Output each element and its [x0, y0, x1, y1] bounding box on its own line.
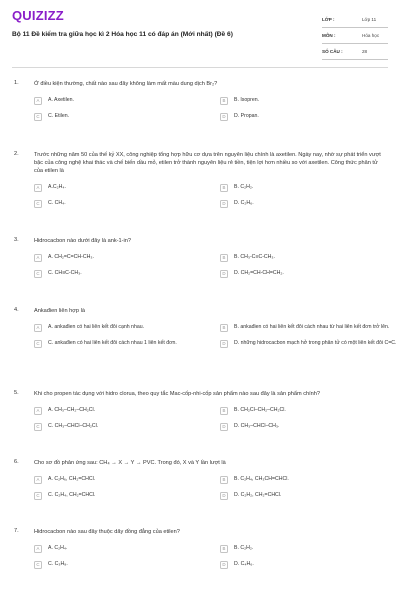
question-text: Ankađien liên hợp là — [34, 308, 85, 314]
option-a[interactable] — [34, 322, 216, 333]
option-text: B. C₂H₄, CH₃CH=CHCl. — [234, 476, 289, 482]
option-a[interactable] — [34, 95, 216, 106]
option-text: C. CH≡C-CH₃. — [48, 270, 82, 276]
option-letter-badge: B — [220, 407, 228, 415]
option-letter-badge: C — [34, 270, 42, 278]
option-letter-badge: D — [220, 200, 228, 208]
options-grid — [34, 252, 388, 279]
option-b[interactable] — [220, 405, 400, 416]
option-b[interactable] — [220, 182, 400, 193]
options-grid — [34, 322, 397, 349]
option-letter-badge: B — [220, 97, 228, 105]
option-letter-badge: B — [220, 476, 228, 484]
question-3 — [14, 237, 388, 279]
option-text: C. C₃H₈. — [48, 561, 68, 567]
meta-key: LỚP : — [322, 17, 335, 22]
option-text: A. Axetilen. — [48, 97, 74, 103]
question-6 — [14, 459, 388, 501]
option-b[interactable] — [220, 252, 400, 263]
option-text: A. CH₂=C=CH-CH₃. — [48, 254, 94, 260]
option-letter-badge: C — [34, 113, 42, 121]
option-letter-badge: C — [34, 492, 42, 500]
meta-key: MÔN : — [322, 33, 336, 38]
option-a[interactable] — [34, 182, 216, 193]
option-letter-badge: C — [34, 340, 42, 348]
meta-row-question-count — [322, 44, 388, 60]
options-grid — [34, 405, 388, 432]
question-number: 7. — [14, 528, 19, 534]
option-letter-badge: C — [34, 423, 42, 431]
option-b[interactable] — [220, 95, 400, 106]
option-b[interactable] — [220, 322, 400, 333]
option-d[interactable] — [220, 268, 400, 279]
option-b[interactable] — [220, 474, 400, 485]
option-c[interactable] — [34, 198, 216, 209]
option-letter-badge: D — [220, 113, 228, 121]
option-a[interactable] — [34, 405, 216, 416]
options-grid — [34, 543, 388, 570]
option-text: C. Etilen. — [48, 113, 70, 119]
option-letter-badge: B — [220, 324, 228, 332]
option-text: C. CH₃–CHCl–CH₂Cl. — [48, 423, 99, 429]
document-title: Bộ 11 Đề kiểm tra giữa học kì 2 Hóa học 11 có đáp án (Mới nhất) (Đề 6) — [12, 31, 233, 38]
question-text: Ở điều kiện thường, chất nào sau đây không làm mất màu dung dịch Br₂? — [34, 81, 218, 87]
option-letter-badge: A — [34, 407, 42, 415]
option-text: C. ankađien có hai liên kết đôi cách nhau 1 liên kết đơn. — [48, 340, 177, 346]
question-text: Trước những năm 50 của thế kỷ XX, công nghiệp tổng hợp hữu cơ dựa trên nguyên liệu chính là axetilen. Ngày nay, nhờ sự phát triển vượt bậc của công nghệ khai thác và chế biến dầu mỏ, etilen trở thành nguyên liệu rẻ tiền, tiện lợi hơn nhiều so với axetilen. Công thức phân tử của etilen là — [34, 152, 381, 174]
option-a[interactable] — [34, 474, 216, 485]
option-letter-badge: A — [34, 184, 42, 192]
question-2 — [14, 151, 388, 209]
options-grid — [34, 95, 388, 122]
option-text: B. Isopren. — [234, 97, 260, 103]
question-number: 2. — [14, 151, 19, 157]
option-text: B. C₂H₂. — [234, 545, 254, 551]
question-text: Hidrocacbon nào dưới đây là ank-1-in? — [34, 238, 131, 244]
option-text: D. C₂H₆. — [234, 200, 254, 206]
option-a[interactable] — [34, 543, 216, 554]
option-c[interactable] — [34, 490, 216, 501]
option-letter-badge: D — [220, 492, 228, 500]
option-letter-badge: A — [34, 476, 42, 484]
options-grid — [34, 182, 388, 209]
option-letter-badge: C — [34, 561, 42, 569]
question-number: 5. — [14, 390, 19, 396]
option-letter-badge: A — [34, 324, 42, 332]
option-d[interactable] — [220, 421, 400, 432]
option-text: B. CH₂Cl–CH₂–CH₂Cl. — [234, 407, 286, 413]
option-d[interactable] — [220, 490, 400, 501]
option-text: C. C₂H₄, CH₂=CHCl. — [48, 492, 96, 498]
question-text: Khi cho propen tác dụng với hidro clorua, theo quy tắc Mac-cốp-nhi-cốp sản phẩm nào sau đây là sản phẩm chính? — [34, 391, 321, 397]
meta-value: 28 — [362, 49, 368, 54]
question-5 — [14, 390, 388, 432]
meta-table — [322, 12, 388, 60]
option-c[interactable] — [34, 111, 216, 122]
question-1 — [14, 80, 388, 122]
option-c[interactable] — [34, 268, 216, 279]
question-text: Cho sơ đồ phản ứng sau: CH₄ → X → Y → PVC. Trong đó, X và Y lần lượt là — [34, 460, 226, 466]
question-7 — [14, 528, 388, 570]
option-d[interactable] — [220, 111, 400, 122]
option-text: A. ankađien có hai liên kết đôi cạnh nhau. — [48, 324, 145, 330]
meta-row-subject — [322, 28, 388, 44]
meta-key: SỐ CÂU : — [322, 49, 343, 54]
option-letter-badge: D — [220, 423, 228, 431]
option-letter-badge: C — [34, 200, 42, 208]
option-d[interactable] — [220, 338, 400, 349]
option-text: D. CH₃–CHCl–CH₃. — [234, 423, 280, 429]
header-divider — [12, 67, 388, 68]
question-4 — [14, 307, 397, 349]
option-text: A. CH₃–CH₂–CH₂Cl. — [48, 407, 96, 413]
option-text: B. CH₃-C≡C-CH₃. — [234, 254, 275, 260]
meta-row-grade — [322, 12, 388, 28]
meta-value: Hóa học — [362, 33, 380, 38]
option-text: A. C₂H₄. — [48, 545, 68, 551]
option-letter-badge: D — [220, 561, 228, 569]
option-d[interactable] — [220, 559, 400, 570]
option-text: C. CH₄. — [48, 200, 66, 206]
option-text: D. Propan. — [234, 113, 259, 119]
option-text: D. C₂H₂, CH₂=CHCl. — [234, 492, 282, 498]
meta-value: Lớp 11 — [362, 17, 377, 22]
option-c[interactable] — [34, 421, 216, 432]
option-text: A. C₂H₆, CH₂=CHCl. — [48, 476, 96, 482]
option-letter-badge: D — [220, 270, 228, 278]
option-d[interactable] — [220, 198, 400, 209]
option-b[interactable] — [220, 543, 400, 554]
option-text: B. C₂H₂. — [234, 184, 254, 190]
question-number: 4. — [14, 307, 19, 313]
question-text: Hidrocacbon nào sau đây thuộc dãy đồng đẳng của etilen? — [34, 529, 180, 535]
option-letter-badge: B — [220, 184, 228, 192]
options-grid — [34, 474, 388, 501]
option-letter-badge: A — [34, 97, 42, 105]
option-letter-badge: A — [34, 545, 42, 553]
quizizz-logo: QUIZIZZ — [12, 8, 64, 23]
option-letter-badge: A — [34, 254, 42, 262]
question-number: 3. — [14, 237, 19, 243]
option-text: D. C₄H₆. — [234, 561, 254, 567]
option-letter-badge: B — [220, 545, 228, 553]
option-c[interactable] — [34, 338, 216, 349]
option-text: A.C₂H₄. — [48, 184, 66, 190]
option-letter-badge: B — [220, 254, 228, 262]
option-c[interactable] — [34, 559, 216, 570]
option-text: D. những hidrocacbon mạch hở trong phân tử có một liên kết đôi C=C. — [234, 340, 397, 346]
option-text: B. ankađien có hai liên kết đôi cách nhau từ hai liên kết đơn trở lên. — [234, 324, 390, 330]
question-number: 6. — [14, 459, 19, 465]
question-number: 1. — [14, 80, 19, 86]
option-letter-badge: D — [220, 340, 228, 348]
option-text: D. CH₂=CH-CH=CH₂. — [234, 270, 284, 276]
option-a[interactable] — [34, 252, 216, 263]
